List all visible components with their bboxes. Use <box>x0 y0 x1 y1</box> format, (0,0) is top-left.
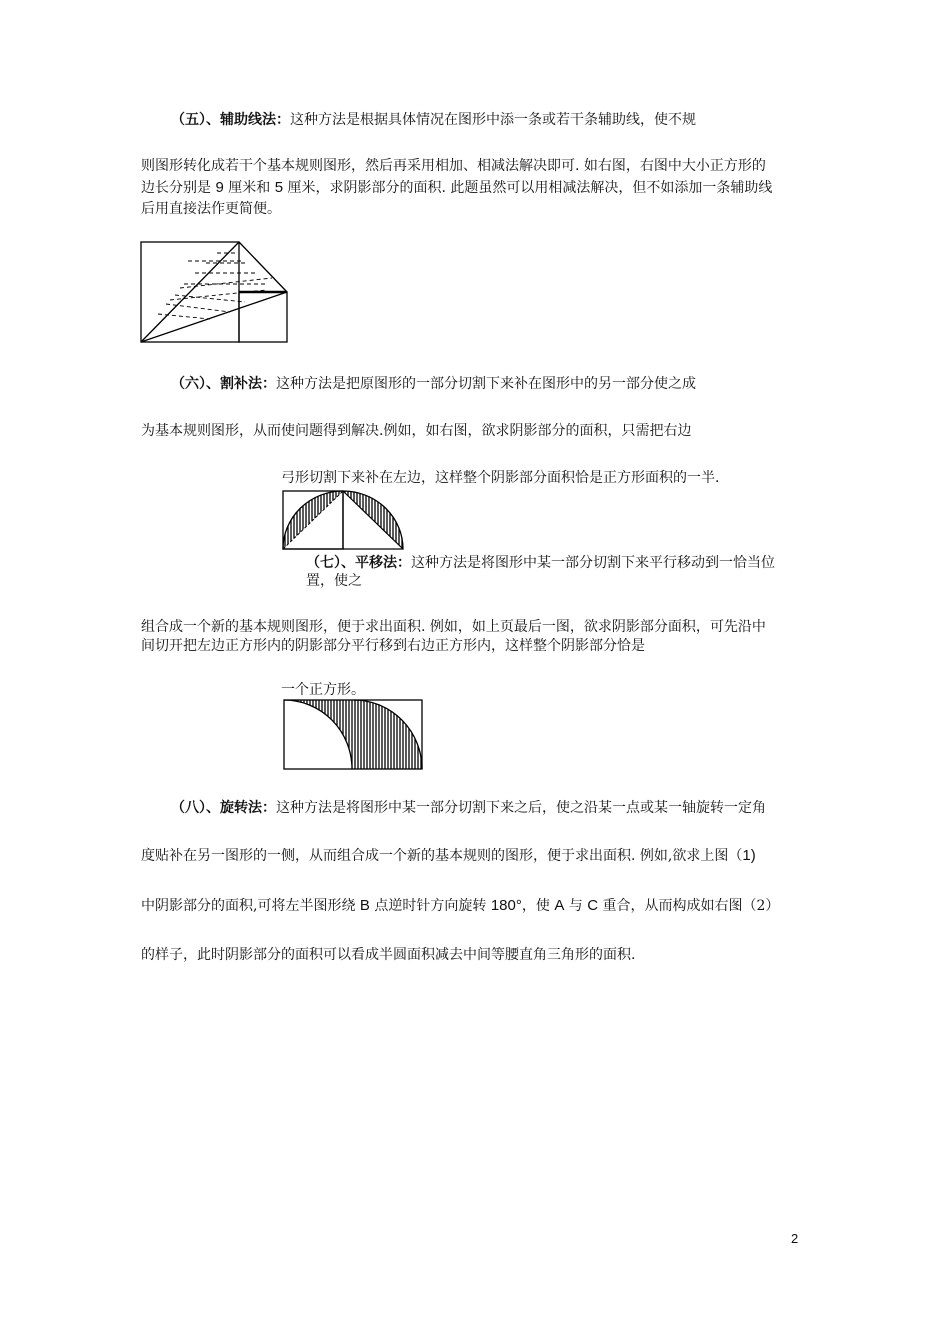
section5-line2: 则图形转化成若干个基本规则图形，然后再采用相加、相减法解决即可. 如右图，右图中大小正方形的 <box>141 158 766 174</box>
section5-line4: 后用直接法作更简便。 <box>141 201 281 217</box>
section7-line4: 一个正方形。 <box>281 682 365 698</box>
auxiliary-line-figure <box>140 240 300 350</box>
section6-heading: （六）、割补法： <box>171 376 276 392</box>
section7-line2: 组合成一个新的基本规则图形，便于求出面积. 例如，如上页最后一图，欲求阴影部分面积，可先沿中 <box>141 619 766 635</box>
section7-line1: （七）、平移法：这种方法是将图形中某一部分切割下来平行移动到一恰当位 <box>306 555 775 571</box>
section6-line2: 为基本规则图形，从而使问题得到解决.例如，如右图，欲求阴影部分的面积，只需把右边 <box>141 423 692 439</box>
section8-heading: （八）、旋转法： <box>171 800 276 816</box>
section5-heading: （五）、辅助线法： <box>171 112 290 128</box>
translation-figure <box>282 698 424 772</box>
section5-line1: （五）、辅助线法：这种方法是根据具体情况在图形中添一条或若干条辅助线，使不规 <box>171 112 696 128</box>
section7-heading: （七）、平移法： <box>306 555 411 571</box>
section6-line3: 弓形切割下来补在左边，这样整个阴影部分面积恰是正方形面积的一半. <box>281 470 720 486</box>
section8-line3: 中阴影部分的面积,可将左半图形绕 B 点逆时针方向旋转 180°，使 A 与 C 重合，从而构成如右图（2） <box>141 897 780 914</box>
section7-line1b: 置，使之 <box>306 573 362 589</box>
cut-and-fill-figure <box>281 489 406 551</box>
section6-line1: （六）、割补法：这种方法是把原图形的一部分切割下来补在图形中的另一部分使之成 <box>171 376 696 392</box>
section5-line3: 边长分别是 9 厘米和 5 厘米，求阴影部分的面积. 此题虽然可以用相减法解决，但不如添加一条辅助线 <box>141 179 773 196</box>
section7-line3: 间切开把左边正方形内的阴影部分平行移到右边正方形内，这样整个阴影部分恰是 <box>141 638 645 654</box>
page-number: 2 <box>791 1231 799 1246</box>
section8-line2: 度贴补在另一图形的一侧，从而组合成一个新的基本规则的图形，便于求出面积. 例如,欲求上图（1) <box>141 847 756 864</box>
section8-line4: 的样子，此时阴影部分的面积可以看成半圆面积减去中间等腰直角三角形的面积. <box>141 947 636 963</box>
section8-line1: （八）、旋转法：这种方法是将图形中某一部分切割下来之后，使之沿某一点或某一轴旋转一定角 <box>171 800 766 816</box>
